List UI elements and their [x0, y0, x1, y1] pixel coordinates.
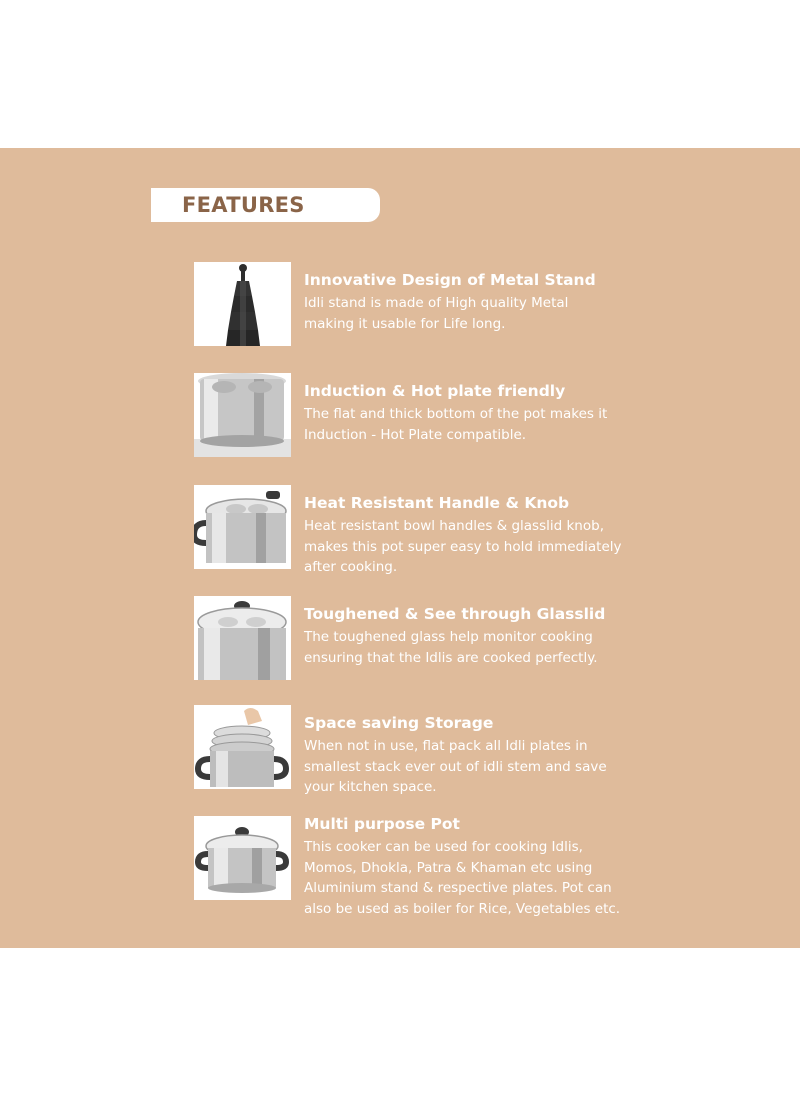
feature-title: Induction & Hot plate friendly: [304, 382, 566, 400]
feature-description: Idli stand is made of High quality Metal making it usable for Life long.: [304, 295, 569, 332]
features-panel: [0, 148, 800, 948]
feature-description: The flat and thick bottom of the pot makes it Induction - Hot Plate compatible.: [304, 406, 608, 443]
feature-title: Heat Resistant Handle & Knob: [304, 494, 570, 512]
feature-title: Innovative Design of Metal Stand: [304, 271, 596, 289]
feature-title: Space saving Storage: [304, 714, 494, 732]
pot-on-hotplate-image: [194, 373, 291, 457]
metal-stand-image: [194, 262, 291, 346]
feature-description: The toughened glass help monitor cooking ensuring that the Idlis are cooked perfectly.: [304, 629, 598, 666]
feature-title: Multi purpose Pot: [304, 815, 460, 833]
feature-description: This cooker can be used for cooking Idlis, Momos, Dhokla, Patra & Khaman etc using Aluminium stand & respective plates. Pot can also be used as boiler for Rice, Vegetables etc.: [304, 839, 621, 917]
feature-description: When not in use, flat pack all Idli plates in smallest stack ever out of idli stem and save your kitchen space.: [304, 738, 607, 795]
glass-lid-pot-image: [194, 596, 291, 680]
feature-title: Toughened & See through Glasslid: [304, 605, 606, 623]
pot-handle-knob-image: [194, 485, 291, 569]
feature-description: Heat resistant bowl handles & glasslid knob, makes this pot super easy to hold immediately after cooking.: [304, 518, 622, 575]
stacked-plates-image: [194, 705, 291, 789]
multi-purpose-pot-image: [194, 816, 291, 900]
features-title: FEATURES: [182, 193, 305, 217]
features-header: [151, 188, 380, 222]
